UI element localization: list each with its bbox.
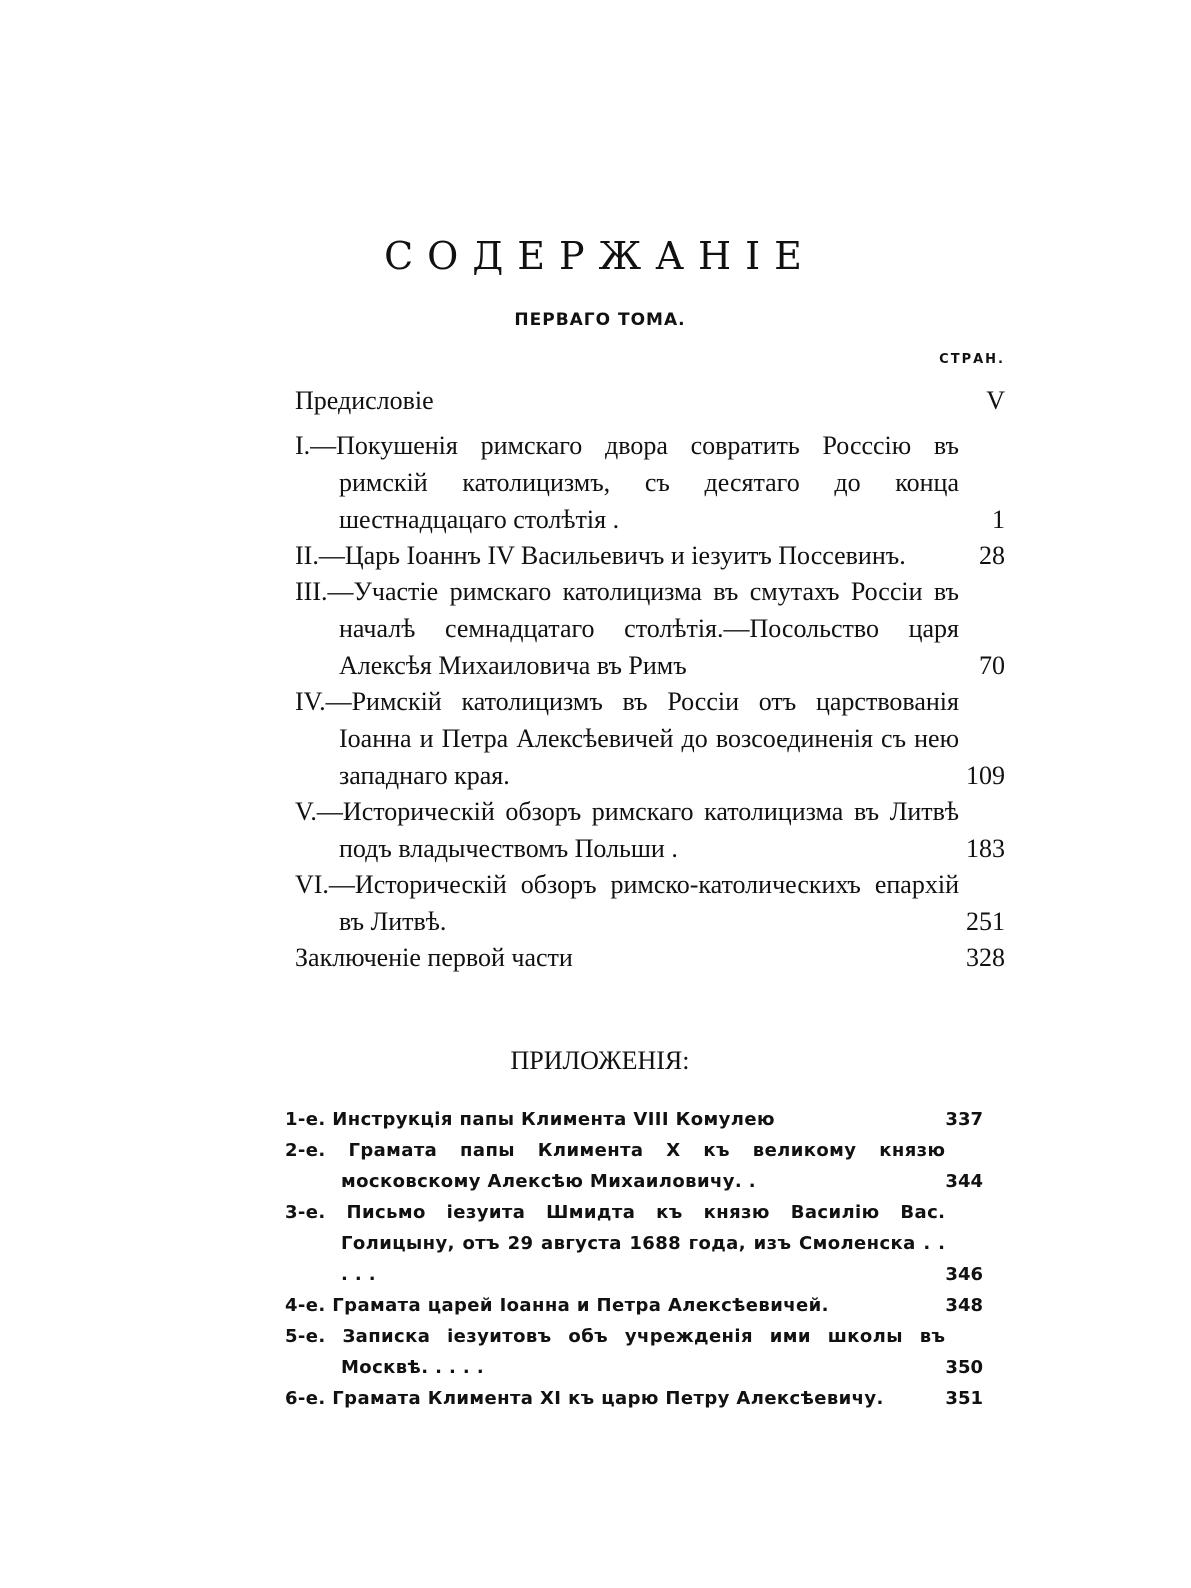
appendix-heading: ПРИЛОЖЕНІЯ:	[510, 1046, 690, 1075]
toc-entry-text: Заключеніе первой части	[295, 943, 573, 972]
toc-entry-page: 1	[992, 505, 1005, 534]
appendix-list	[285, 1104, 995, 1414]
appendix-entry-text: 2-е. Грамата папы Климента X къ великому князю московскому Алексѣю Михаиловичу. .	[285, 1140, 946, 1192]
toc-entry-text: I.—Покушенія римскаго двора совратить Росссію въ римскій католицизмъ, съ десятаго до конца шестнадцацаго столѣтія .	[295, 431, 959, 534]
toc-entry-text: V.—Историческій обзоръ римскаго католицизма въ Литвѣ подъ владычествомъ Польши .	[295, 797, 959, 863]
appendix-entry-page: 337	[945, 1109, 983, 1130]
toc-entry-page: 28	[979, 541, 1005, 570]
toc-entry	[295, 683, 1005, 794]
appendix-entry	[285, 1104, 995, 1135]
appendix-entry-page: 351	[945, 1388, 983, 1409]
toc-entry	[295, 427, 1005, 538]
toc-entry-text: IV.—Римскій католицизмъ въ Россіи отъ царствованія Іоанна и Петра Алексѣевичей до возсоединенія съ нею западнаго края.	[295, 687, 959, 790]
appendix-entry-text: 3-е. Письмо іезуита Шмидта къ князю Василію Вас. Голицыну, отъ 29 августа 1688 года, изъ Смоленска . . . . .	[285, 1202, 946, 1285]
toc-entry-text: VI.—Историческій обзоръ римско-католическихъ епархій въ Литвѣ.	[295, 870, 959, 936]
toc-entry	[295, 866, 1005, 940]
page-column-label: СТРАН.	[939, 352, 1005, 367]
appendix-entry-text: 4-е. Грамата царей Іоанна и Петра Алексѣевичей.	[285, 1295, 829, 1316]
toc-entry	[295, 793, 1005, 867]
toc-entry-page: 70	[979, 651, 1005, 680]
toc-entry-text: III.—Участіе римскаго католицизма въ смутахъ Россіи въ началѣ семнадцатаго столѣтія.—Посольство царя Алексѣя Михаиловича въ Римъ	[295, 577, 959, 680]
appendix-entry-text: 6-е. Грамата Климента XI къ царю Петру Алексѣевичу.	[285, 1388, 884, 1409]
table-of-contents	[295, 382, 1005, 976]
toc-entry	[295, 382, 1005, 419]
toc-entry-page: 109	[966, 761, 1005, 790]
appendix-entry-page: 344	[945, 1171, 983, 1192]
appendix-entry-text: 5-е. Записка іезуитовъ объ учрежденія ими школы въ Москвѣ. . . . .	[285, 1326, 946, 1378]
page-title: СОДЕРЖАНІЕ	[384, 234, 816, 278]
page-subtitle: ПЕРВАГО ТОМА.	[514, 310, 686, 330]
appendix-entry	[285, 1135, 995, 1197]
toc-entry-text: Предисловіе	[295, 386, 434, 415]
toc-entry-page: 183	[966, 834, 1005, 863]
toc-entry-page: 328	[966, 943, 1005, 972]
appendix-entry-text: 1-е. Инструкція папы Климента VIII Комулею	[285, 1109, 775, 1130]
appendix-entry	[285, 1290, 995, 1321]
toc-entry-page: V	[986, 386, 1005, 415]
appendix-entry-page: 350	[945, 1357, 983, 1378]
toc-entry-page: 251	[966, 907, 1005, 936]
appendix-entry	[285, 1383, 995, 1414]
appendix-entry	[285, 1321, 995, 1383]
appendix-entry-page: 348	[945, 1295, 983, 1316]
toc-entry	[295, 573, 1005, 684]
toc-entry	[295, 939, 1005, 976]
appendix-entry	[285, 1197, 995, 1290]
toc-entry	[295, 537, 1005, 574]
appendix-entry-page: 346	[945, 1264, 983, 1285]
toc-entry-text: II.—Царь Іоаннъ IV Васильевичъ и іезуитъ Поссевинъ.	[295, 541, 906, 570]
